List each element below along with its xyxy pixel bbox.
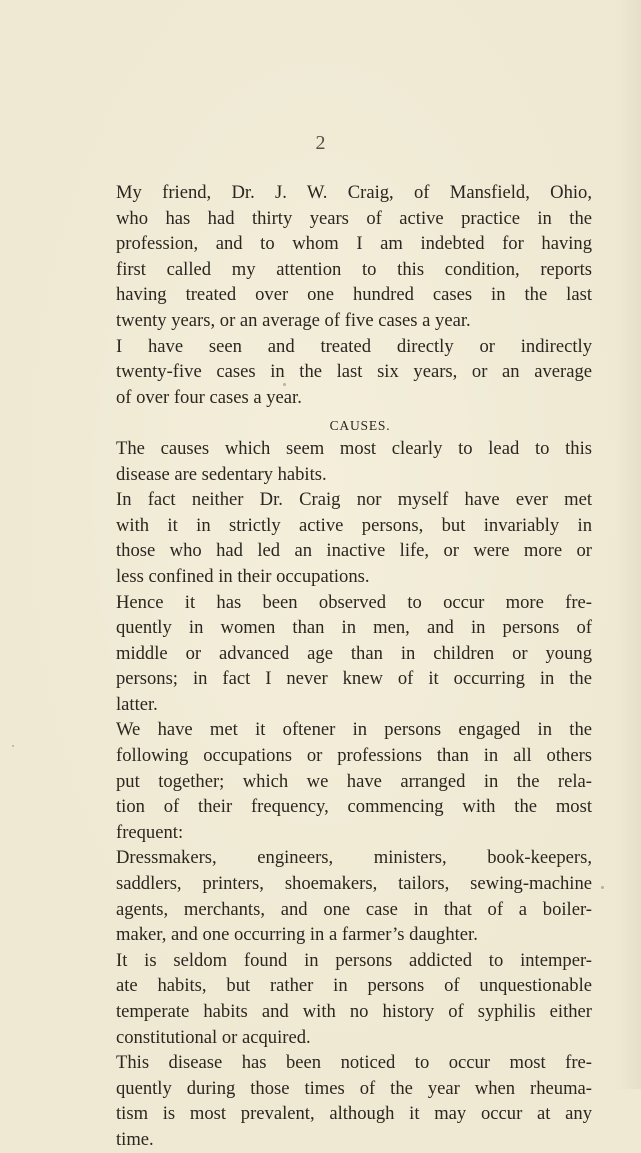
text-line: This disease has been noticed to occur most fre- <box>116 1052 592 1074</box>
text-line: saddlers, printers, shoemakers, tailors, sewing-machine <box>116 873 592 895</box>
paper-speck <box>283 383 286 386</box>
paper-speck <box>601 886 604 889</box>
text-line: My friend, Dr. J. W. Craig, of Mansfield, Ohio, <box>116 182 592 203</box>
body-text <box>116 180 592 1153</box>
text-line: frequent: <box>116 821 184 843</box>
text-line: less confined in their occupations. <box>116 565 370 587</box>
text-line: maker, and one occurring in a farmer’s daughter. <box>116 924 478 946</box>
text-line: tism is most prevalent, although it may occur at any <box>116 1103 592 1125</box>
text-line: time. <box>116 1128 154 1150</box>
text-line: having treated over one hundred cases in the last <box>116 284 592 306</box>
text-line: quently in women than in men, and in persons of <box>116 617 592 639</box>
section-heading: CAUSES. <box>329 418 391 434</box>
text-line: put together; which we have arranged in the rela- <box>116 770 592 792</box>
text-line: Hence it has been observed to occur more fre- <box>116 591 592 613</box>
text-line: latter. <box>116 693 158 715</box>
page-number: 2 <box>315 132 326 154</box>
text-line: temperate habits and with no history of syphilis either <box>116 1001 592 1022</box>
text-line: Dressmakers, engineers, ministers, book-keepers, <box>116 847 592 869</box>
text-line: ate habits, but rather in persons of unquestionable <box>116 975 592 997</box>
text-line: twenty years, or an average of five cases a year. <box>116 309 471 331</box>
paper-speck <box>12 745 14 747</box>
text-line: I have seen and treated directly or indirectly <box>116 335 592 357</box>
text-line: constitutional or acquired. <box>116 1026 311 1048</box>
text-line: those who had led an inactive life, or were more or <box>116 540 592 562</box>
text-line: We have met it oftener in persons engaged in the <box>116 719 592 741</box>
text-line: agents, merchants, and one case in that of a boiler- <box>116 898 592 920</box>
text-line: quently during those times of the year when rheuma- <box>116 1077 592 1099</box>
text-line: tion of their frequency, commencing with the most <box>116 796 592 818</box>
text-line: It is seldom found in persons addicted to intemper- <box>116 949 592 971</box>
text-line: disease are sedentary habits. <box>116 463 327 485</box>
text-line: with it in strictly active persons, but invariably in <box>116 514 592 536</box>
text-line: The causes which seem most clearly to lead to this <box>116 437 592 459</box>
text-line: persons; in fact I never knew of it occurring in the <box>116 668 592 690</box>
text-line: following occupations or professions than in all others <box>116 745 592 767</box>
text-line: who has had thirty years of active practice in the <box>116 207 592 229</box>
text-line: first called my attention to this condition, reports <box>116 258 592 280</box>
text-line: twenty-five cases in the last six years, or an average <box>116 361 592 383</box>
text-line: of over four cases a year. <box>116 386 302 408</box>
text-line: In fact neither Dr. Craig nor myself have ever met <box>116 489 592 511</box>
text-line: middle or advanced age than in children or young <box>116 642 592 664</box>
text-line: profession, and to whom I am indebted for having <box>116 233 592 255</box>
